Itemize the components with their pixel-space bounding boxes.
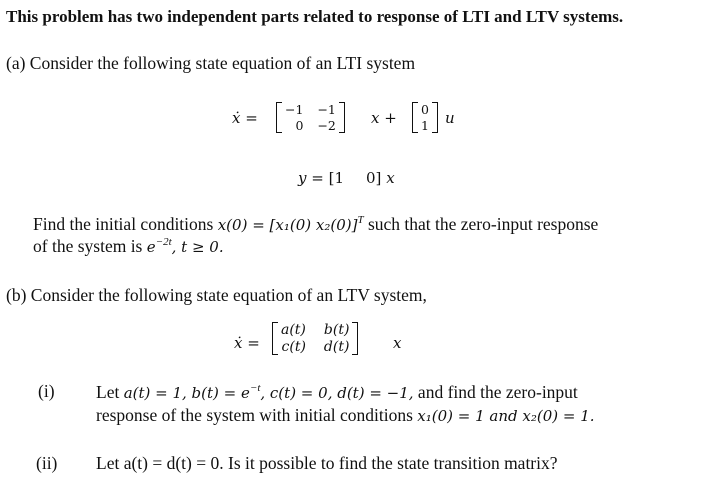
lti-A-entry-1-1: −1 bbox=[285, 102, 304, 117]
item-i-marker: (i) bbox=[38, 381, 55, 401]
q1-pre: Find the initial conditions bbox=[33, 214, 218, 234]
lti-state-lhs: ẋ = bbox=[232, 109, 258, 127]
q2-exp-base: e bbox=[146, 238, 156, 256]
output-C-close: ] bbox=[375, 169, 382, 187]
q1-math: x(0) = [x₁(0) x₂(0)] bbox=[217, 216, 358, 234]
lti-state-mid: x + bbox=[371, 109, 397, 127]
i1-exponent: −t bbox=[249, 382, 261, 394]
lti-input-u: u bbox=[445, 109, 455, 127]
i2-pre: response of the system with initial conditions bbox=[96, 405, 418, 425]
lti-A-entry-2-2: −2 bbox=[317, 118, 336, 133]
lti-matrix-A bbox=[276, 102, 345, 133]
ltv-A-entry-2-1: c(t) bbox=[281, 339, 306, 355]
i1-math2: , c(t) = 0, d(t) = −1, bbox=[260, 384, 414, 402]
output-C-open: [ bbox=[328, 169, 335, 187]
i1-pre: Let bbox=[96, 382, 124, 402]
part-a-question-line2 bbox=[33, 237, 224, 256]
lti-B-entry-2-1: 1 bbox=[421, 118, 429, 133]
item-i-line1 bbox=[96, 383, 578, 402]
problem-header: This problem has two independent parts related to response of LTI and LTV systems. bbox=[6, 7, 624, 26]
ltv-matrix-A bbox=[272, 322, 358, 355]
item-ii-text: Let a(t) = d(t) = 0. Is it possible to find the state transition matrix? bbox=[96, 453, 558, 473]
q1-transpose: T bbox=[357, 214, 364, 226]
q2-exponent: −2t bbox=[155, 236, 172, 248]
output-x: x bbox=[386, 169, 395, 187]
output-C-2: 0 bbox=[366, 169, 376, 187]
q2-pre: of the system is bbox=[33, 236, 147, 256]
lti-matrix-B bbox=[412, 102, 438, 133]
part-a-question-line1 bbox=[33, 215, 598, 234]
part-a-intro: (a) Consider the following state equation of an LTI system bbox=[6, 53, 416, 73]
part-b-intro: (b) Consider the following state equation of an LTV system, bbox=[6, 285, 427, 305]
ltv-state-lhs: ẋ = bbox=[234, 334, 260, 352]
output-C-1: 1 bbox=[334, 169, 344, 187]
lti-B-entry-1-1: 0 bbox=[421, 102, 429, 117]
i1-math: a(t) = 1, b(t) = e bbox=[123, 384, 250, 402]
q1-post: such that the zero-input response bbox=[363, 214, 599, 234]
lti-A-entry-1-2: −1 bbox=[317, 102, 336, 117]
i2-math: x₁(0) = 1 and x₂(0) = 1. bbox=[417, 407, 595, 425]
ltv-A-entry-2-2: d(t) bbox=[323, 339, 350, 355]
output-lhs: y = bbox=[298, 169, 324, 187]
lti-A-entry-2-1: 0 bbox=[295, 118, 304, 133]
lti-output-equation bbox=[298, 171, 395, 186]
item-ii-marker: (ii) bbox=[36, 453, 58, 473]
q2-condition: , t ≥ 0. bbox=[171, 238, 224, 256]
ltv-state-x: x bbox=[393, 334, 402, 352]
ltv-A-entry-1-2: b(t) bbox=[323, 322, 350, 338]
ltv-A-entry-1-1: a(t) bbox=[281, 322, 306, 338]
item-i-line2 bbox=[96, 407, 595, 425]
i1-post: and find the zero-input bbox=[413, 382, 578, 402]
